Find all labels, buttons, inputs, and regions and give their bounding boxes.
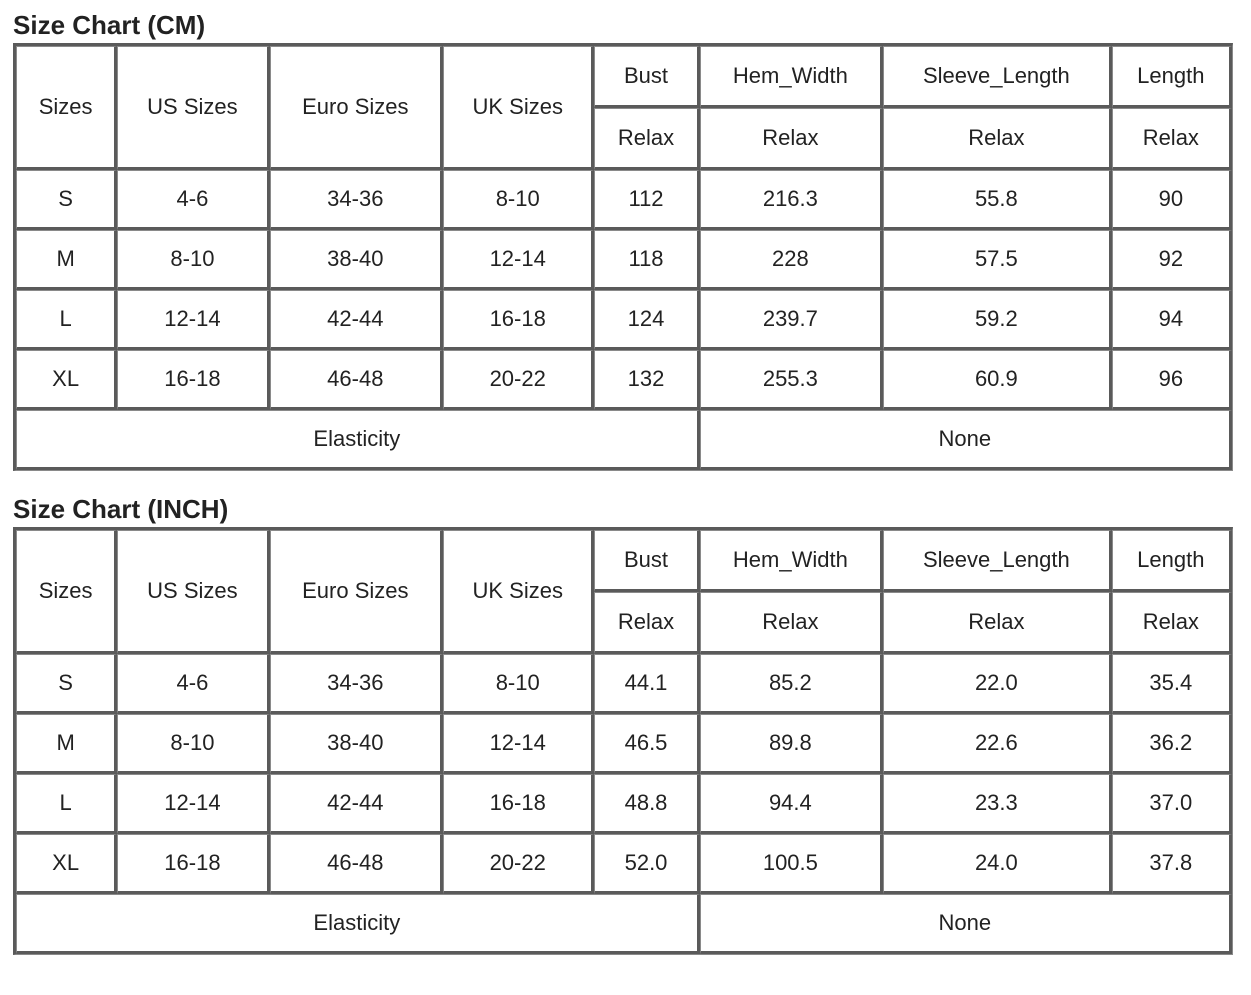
sleeve-length-value-cell: 24.0 xyxy=(883,834,1112,894)
bust-value-cell: 118 xyxy=(594,230,699,290)
subheader-relax: Relax xyxy=(700,108,883,170)
subheader-relax: Relax xyxy=(1112,592,1232,654)
table-row xyxy=(16,834,1232,894)
uk-size-cell: 20-22 xyxy=(443,834,594,894)
subheader-relax: Relax xyxy=(594,108,699,170)
sleeve-length-value-cell: 55.8 xyxy=(883,170,1112,230)
uk-size-cell: 16-18 xyxy=(443,774,594,834)
us-size-cell: 4-6 xyxy=(117,170,269,230)
us-size-cell: 12-14 xyxy=(117,774,269,834)
uk-size-cell: 16-18 xyxy=(443,290,594,350)
bust-value-cell: 46.5 xyxy=(594,714,699,774)
uk-size-cell: 20-22 xyxy=(443,350,594,410)
size-chart-inch-title: Size Chart (INCH) xyxy=(13,494,229,524)
header-sizes: Sizes xyxy=(16,46,117,170)
header-us-sizes: US Sizes xyxy=(117,530,269,654)
bust-value-cell: 44.1 xyxy=(594,654,699,714)
hem-width-value-cell: 255.3 xyxy=(700,350,883,410)
hem-width-value-cell: 89.8 xyxy=(700,714,883,774)
bust-value-cell: 124 xyxy=(594,290,699,350)
uk-size-cell: 8-10 xyxy=(443,170,594,230)
length-value-cell: 36.2 xyxy=(1112,714,1232,774)
table-row xyxy=(16,774,1232,834)
size-cell: M xyxy=(16,714,117,774)
length-value-cell: 96 xyxy=(1112,350,1232,410)
header-euro-sizes: Euro Sizes xyxy=(270,46,443,170)
size-chart-inch-table xyxy=(13,527,1233,955)
euro-size-cell: 34-36 xyxy=(270,170,443,230)
header-uk-sizes: UK Sizes xyxy=(443,530,594,654)
subheader-relax: Relax xyxy=(883,108,1112,170)
us-size-cell: 4-6 xyxy=(117,654,269,714)
header-bust: Bust xyxy=(594,530,699,592)
hem-width-value-cell: 239.7 xyxy=(700,290,883,350)
header-row xyxy=(16,530,1232,592)
euro-size-cell: 46-48 xyxy=(270,834,443,894)
length-value-cell: 92 xyxy=(1112,230,1232,290)
header-uk-sizes: UK Sizes xyxy=(443,46,594,170)
length-value-cell: 90 xyxy=(1112,170,1232,230)
header-length: Length xyxy=(1112,530,1232,592)
euro-size-cell: 38-40 xyxy=(270,714,443,774)
bust-value-cell: 132 xyxy=(594,350,699,410)
size-chart-cm-title: Size Chart (CM) xyxy=(13,10,206,40)
elasticity-row xyxy=(16,894,1232,954)
size-cell: XL xyxy=(16,350,117,410)
elasticity-label: Elasticity xyxy=(16,894,700,954)
us-size-cell: 16-18 xyxy=(117,834,269,894)
elasticity-row xyxy=(16,410,1232,470)
size-chart-cm-table xyxy=(13,43,1233,471)
euro-size-cell: 46-48 xyxy=(270,350,443,410)
table-row xyxy=(16,170,1232,230)
header-us-sizes: US Sizes xyxy=(117,46,269,170)
sleeve-length-value-cell: 23.3 xyxy=(883,774,1112,834)
sleeve-length-value-cell: 22.0 xyxy=(883,654,1112,714)
hem-width-value-cell: 100.5 xyxy=(700,834,883,894)
header-sleeve-length: Sleeve_Length xyxy=(883,530,1112,592)
euro-size-cell: 42-44 xyxy=(270,290,443,350)
header-length: Length xyxy=(1112,46,1232,108)
hem-width-value-cell: 228 xyxy=(700,230,883,290)
length-value-cell: 37.0 xyxy=(1112,774,1232,834)
euro-size-cell: 34-36 xyxy=(270,654,443,714)
us-size-cell: 12-14 xyxy=(117,290,269,350)
euro-size-cell: 38-40 xyxy=(270,230,443,290)
hem-width-value-cell: 94.4 xyxy=(700,774,883,834)
length-value-cell: 37.8 xyxy=(1112,834,1232,894)
bust-value-cell: 48.8 xyxy=(594,774,699,834)
euro-size-cell: 42-44 xyxy=(270,774,443,834)
header-hem-width: Hem_Width xyxy=(700,46,883,108)
us-size-cell: 16-18 xyxy=(117,350,269,410)
uk-size-cell: 12-14 xyxy=(443,714,594,774)
size-cell: M xyxy=(16,230,117,290)
subheader-relax: Relax xyxy=(1112,108,1232,170)
sleeve-length-value-cell: 22.6 xyxy=(883,714,1112,774)
size-cell: XL xyxy=(16,834,117,894)
uk-size-cell: 12-14 xyxy=(443,230,594,290)
header-bust: Bust xyxy=(594,46,699,108)
table-row xyxy=(16,350,1232,410)
table-row xyxy=(16,230,1232,290)
bust-value-cell: 112 xyxy=(594,170,699,230)
hem-width-value-cell: 85.2 xyxy=(700,654,883,714)
table-row xyxy=(16,654,1232,714)
size-cell: L xyxy=(16,290,117,350)
length-value-cell: 94 xyxy=(1112,290,1232,350)
table-row xyxy=(16,714,1232,774)
header-sizes: Sizes xyxy=(16,530,117,654)
subheader-relax: Relax xyxy=(594,592,699,654)
size-cell: L xyxy=(16,774,117,834)
size-cell: S xyxy=(16,170,117,230)
elasticity-label: Elasticity xyxy=(16,410,700,470)
us-size-cell: 8-10 xyxy=(117,230,269,290)
subheader-relax: Relax xyxy=(883,592,1112,654)
bust-value-cell: 52.0 xyxy=(594,834,699,894)
header-euro-sizes: Euro Sizes xyxy=(270,530,443,654)
hem-width-value-cell: 216.3 xyxy=(700,170,883,230)
size-cell: S xyxy=(16,654,117,714)
elasticity-value: None xyxy=(700,410,1232,470)
header-sleeve-length: Sleeve_Length xyxy=(883,46,1112,108)
us-size-cell: 8-10 xyxy=(117,714,269,774)
elasticity-value: None xyxy=(700,894,1232,954)
header-row xyxy=(16,46,1232,108)
length-value-cell: 35.4 xyxy=(1112,654,1232,714)
sleeve-length-value-cell: 60.9 xyxy=(883,350,1112,410)
sleeve-length-value-cell: 57.5 xyxy=(883,230,1112,290)
subheader-relax: Relax xyxy=(700,592,883,654)
uk-size-cell: 8-10 xyxy=(443,654,594,714)
table-row xyxy=(16,290,1232,350)
sleeve-length-value-cell: 59.2 xyxy=(883,290,1112,350)
header-hem-width: Hem_Width xyxy=(700,530,883,592)
